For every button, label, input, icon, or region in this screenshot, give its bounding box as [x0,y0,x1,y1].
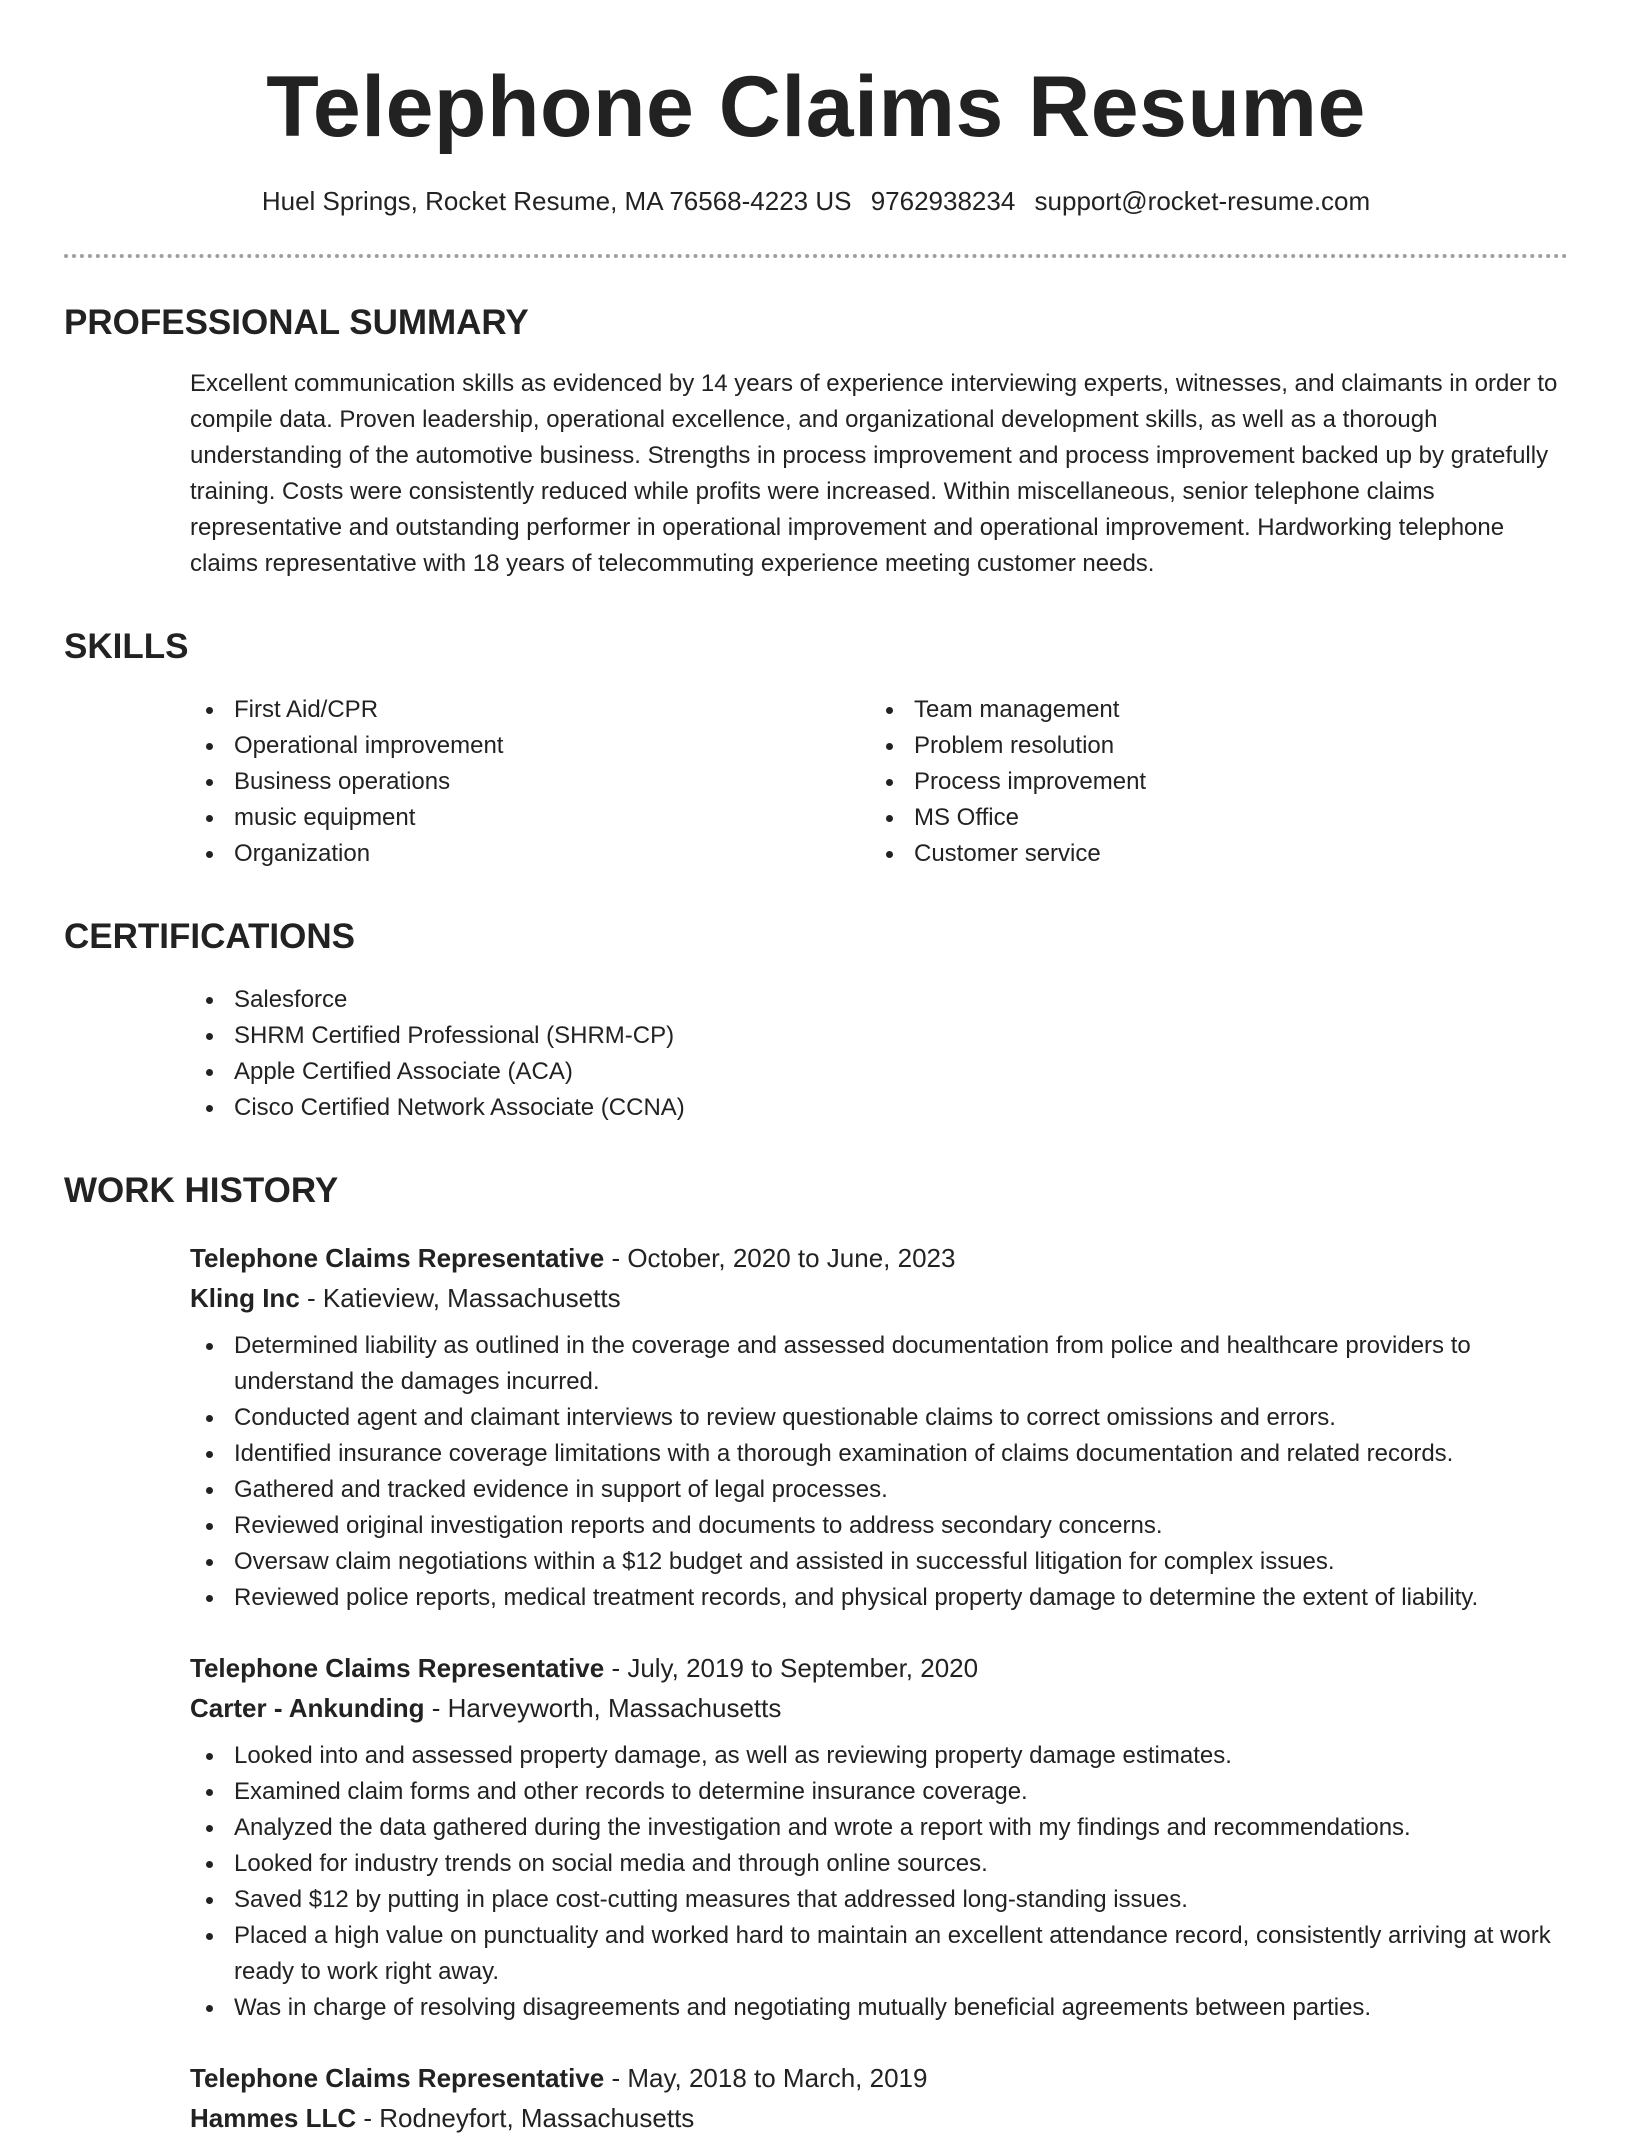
job-entry [190,2058,1568,2138]
list-item: MS Office [870,800,1550,836]
contact-email: support@rocket-resume.com [1034,186,1371,216]
job-company: Kling Inc [190,1283,300,1313]
job-company-line [190,1278,1568,1318]
list-item: Conducted agent and claimant interviews to review questionable claims to correct omissions and errors. [190,1400,1568,1436]
list-item: SHRM Certified Professional (SHRM-CP) [190,1018,1568,1054]
summary-text: Excellent communication skills as evidenced by 14 years of experience interviewing experts, witnesses, and claimants in order to compile data. Proven leadership, operational excellence, and organizational development skills, as well as a thorough understanding of the automotive business. Strengths in process improvement and process improvement backed up by gratefully training. Costs were consistently reduced while profits were increased. Within miscellaneous, senior telephone claims representative and outstanding performer in operational improvement and operational improvement. Hardworking telephone claims representative with 18 years of telecommuting experience meeting customer needs. [190,370,1558,577]
list-item: Process improvement [870,764,1550,800]
list-item: Analyzed the data gathered during the investigation and wrote a report with my findings and recommendations. [190,1810,1568,1846]
certifications-list [190,982,1568,1126]
list-item: music equipment [190,800,870,836]
list-item: Looked for industry trends on social media and through online sources. [190,1846,1568,1882]
resume-page [64,0,1568,2138]
job-location: - Rodneyfort, Massachusetts [356,2103,695,2133]
job-title-line [190,1648,1568,1688]
job-company-line [190,1688,1568,1728]
list-item: Operational improvement [190,728,870,764]
list-item: Was in charge of resolving disagreements and negotiating mutually beneficial agreements between parties. [190,1990,1568,2026]
job-company: Hammes LLC [190,2103,357,2133]
list-item: Team management [870,692,1550,728]
skills-heading: SKILLS [64,627,189,666]
list-item: Organization [190,836,870,872]
list-item: Reviewed original investigation reports and documents to address secondary concerns. [190,1508,1568,1544]
list-item: Gathered and tracked evidence in support of legal processes. [190,1472,1568,1508]
list-item: Looked into and assessed property damage, as well as reviewing property damage estimates. [190,1738,1568,1774]
header-divider [64,254,1568,258]
job-dates: - May, 2018 to March, 2019 [604,2063,928,2093]
job-company-line [190,2098,1568,2138]
list-item: Apple Certified Associate (ACA) [190,1054,1568,1090]
job-dates: - October, 2020 to June, 2023 [604,1243,956,1273]
job-company: Carter - Ankunding [190,1693,425,1723]
job-role: Telephone Claims Representative [190,1243,605,1273]
job-entry [190,1238,1568,1616]
list-item: Determined liability as outlined in the coverage and assessed documentation from police and healthcare providers to understand the damages incurred. [190,1328,1568,1400]
job-location: - Harveyworth, Massachusetts [424,1693,782,1723]
summary-heading: PROFESSIONAL SUMMARY [64,303,529,342]
job-dates: - July, 2019 to September, 2020 [604,1653,979,1683]
skills-list-left [190,692,870,872]
job-bullets [190,1738,1568,2026]
job-entry [190,1648,1568,2026]
list-item: Business operations [190,764,870,800]
list-item: Reviewed police reports, medical treatment records, and physical property damage to determine the extent of liability. [190,1580,1568,1616]
contact-phone: 9762938234 [870,186,1016,216]
list-item: Customer service [870,836,1550,872]
job-title-line [190,1238,1568,1278]
list-item: Placed a high value on punctuality and worked hard to maintain an excellent attendance record, consistently arriving at work ready to work right away. [190,1918,1568,1990]
summary-section [190,366,1568,582]
job-role: Telephone Claims Representative [190,1653,605,1683]
contact-address: Huel Springs, Rocket Resume, MA 76568-4223 US [261,186,852,216]
list-item: Saved $12 by putting in place cost-cutting measures that addressed long-standing issues. [190,1882,1568,1918]
list-item: First Aid/CPR [190,692,870,728]
work-history-section [190,1238,1568,2138]
contact-line [64,184,1568,218]
certifications-section [190,982,1568,1126]
job-location: - Katieview, Massachusetts [299,1283,621,1313]
list-item: Oversaw claim negotiations within a $12 budget and assisted in successful litigation for complex issues. [190,1544,1568,1580]
list-item: Identified insurance coverage limitations with a thorough examination of claims documentation and related records. [190,1436,1568,1472]
work-history-heading: WORK HISTORY [64,1171,339,1210]
list-item: Salesforce [190,982,1568,1018]
job-role: Telephone Claims Representative [190,2063,605,2093]
skills-section [190,692,1568,872]
job-bullets [190,1328,1568,1616]
skills-list-right [870,692,1550,872]
list-item: Examined claim forms and other records to determine insurance coverage. [190,1774,1568,1810]
list-item: Problem resolution [870,728,1550,764]
resume-title: Telephone Claims Resume [266,59,1366,155]
list-item: Cisco Certified Network Associate (CCNA) [190,1090,1568,1126]
job-title-line [190,2058,1568,2098]
certifications-heading: CERTIFICATIONS [64,917,356,956]
